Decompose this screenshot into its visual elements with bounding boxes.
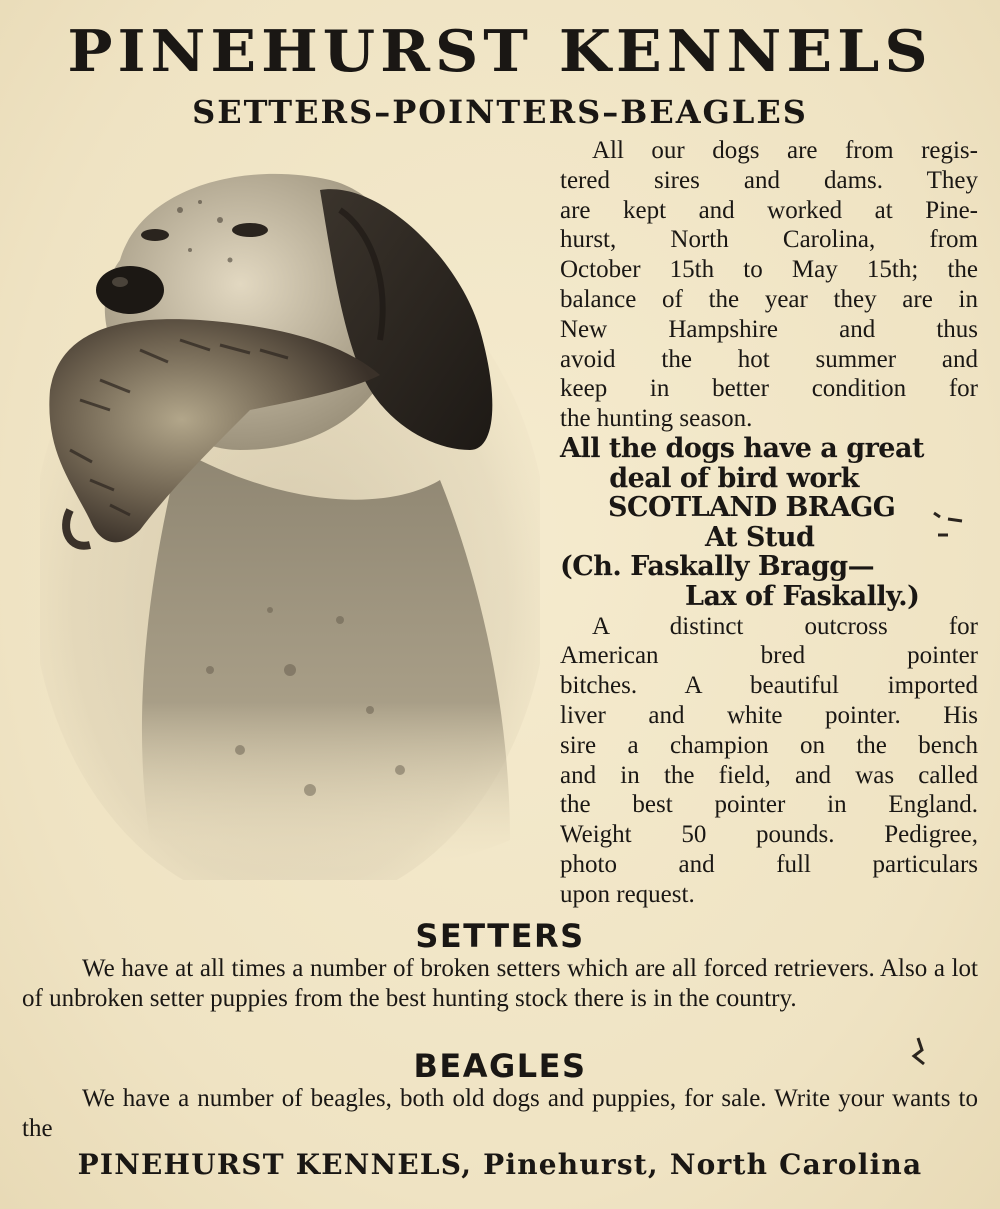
stud-line-1: A distinct outcross for (592, 612, 978, 640)
setters-section (22, 918, 978, 1013)
bird-work-line-2: deal of bird work (609, 462, 859, 494)
bird-work-line-1: All the dogs have a great (560, 432, 924, 464)
intro-line-7: New Hampshire and thus (560, 315, 978, 343)
stud-line-4: liver and white pointer. His (560, 701, 978, 729)
ink-speck (900, 1030, 940, 1070)
intro-line-6: balance of the year they are in (560, 285, 978, 313)
setter-dog-with-bird-photo (40, 150, 540, 880)
intro-line-2: tered sires and dams. They (560, 166, 978, 194)
ink-speck (930, 505, 970, 545)
stud-line-5: sire a champion on the bench (560, 731, 978, 759)
stud-pedigree-1: (Ch. Faskally Bragg— (560, 551, 875, 583)
intro-line-9: keep in better condition for (560, 375, 978, 403)
stud-line-10: upon request. (560, 880, 695, 908)
stud-line-8: Weight 50 pounds. Pedigree, (560, 821, 978, 849)
stud-line-7: the best pointer in England. (560, 791, 978, 819)
intro-line-4: hurst, North Carolina, from (560, 226, 978, 254)
intro-line-10: the hunting season. (560, 405, 753, 433)
right-column (560, 136, 978, 910)
intro-line-1: All our dogs are from regis- (592, 137, 978, 164)
stud-pedigree-2: Lax of Faskally.) (685, 580, 920, 612)
intro-line-8: avoid the hot summer and (560, 345, 978, 373)
page-subtitle: SETTERS–POINTERS–BEAGLES (192, 93, 808, 131)
stud-line-6: and in the field, and was called (560, 761, 978, 789)
stud-line-9: photo and full particulars (560, 850, 978, 878)
intro-line-3: are kept and worked at Pine- (560, 196, 978, 224)
intro-line-5: October 15th to May 15th; the (560, 256, 978, 284)
setters-heading: SETTERS (415, 917, 585, 955)
stud-status: At Stud (705, 521, 815, 553)
stud-name: SCOTLAND BRAGG (608, 492, 896, 524)
beagles-section (22, 1048, 978, 1143)
stud-line-3: bitches. A beautiful imported (560, 672, 978, 700)
beagles-text: We have a number of beagles, both old dogs and puppies, for sale. Write your wants to the (22, 1085, 978, 1142)
beagles-heading: BEAGLES (413, 1047, 587, 1085)
page-title: PINEHURST KENNELS (67, 18, 933, 86)
setters-text: We have at all times a number of broken setters which are all forced retrievers. Also a lot of unbroken setter puppies from the best hunting stock there is in the country. (22, 955, 978, 1012)
footer-address: PINEHURST KENNELS, Pinehurst, North Carolina (77, 1148, 923, 1181)
stud-line-2: American bred pointer (560, 642, 978, 670)
